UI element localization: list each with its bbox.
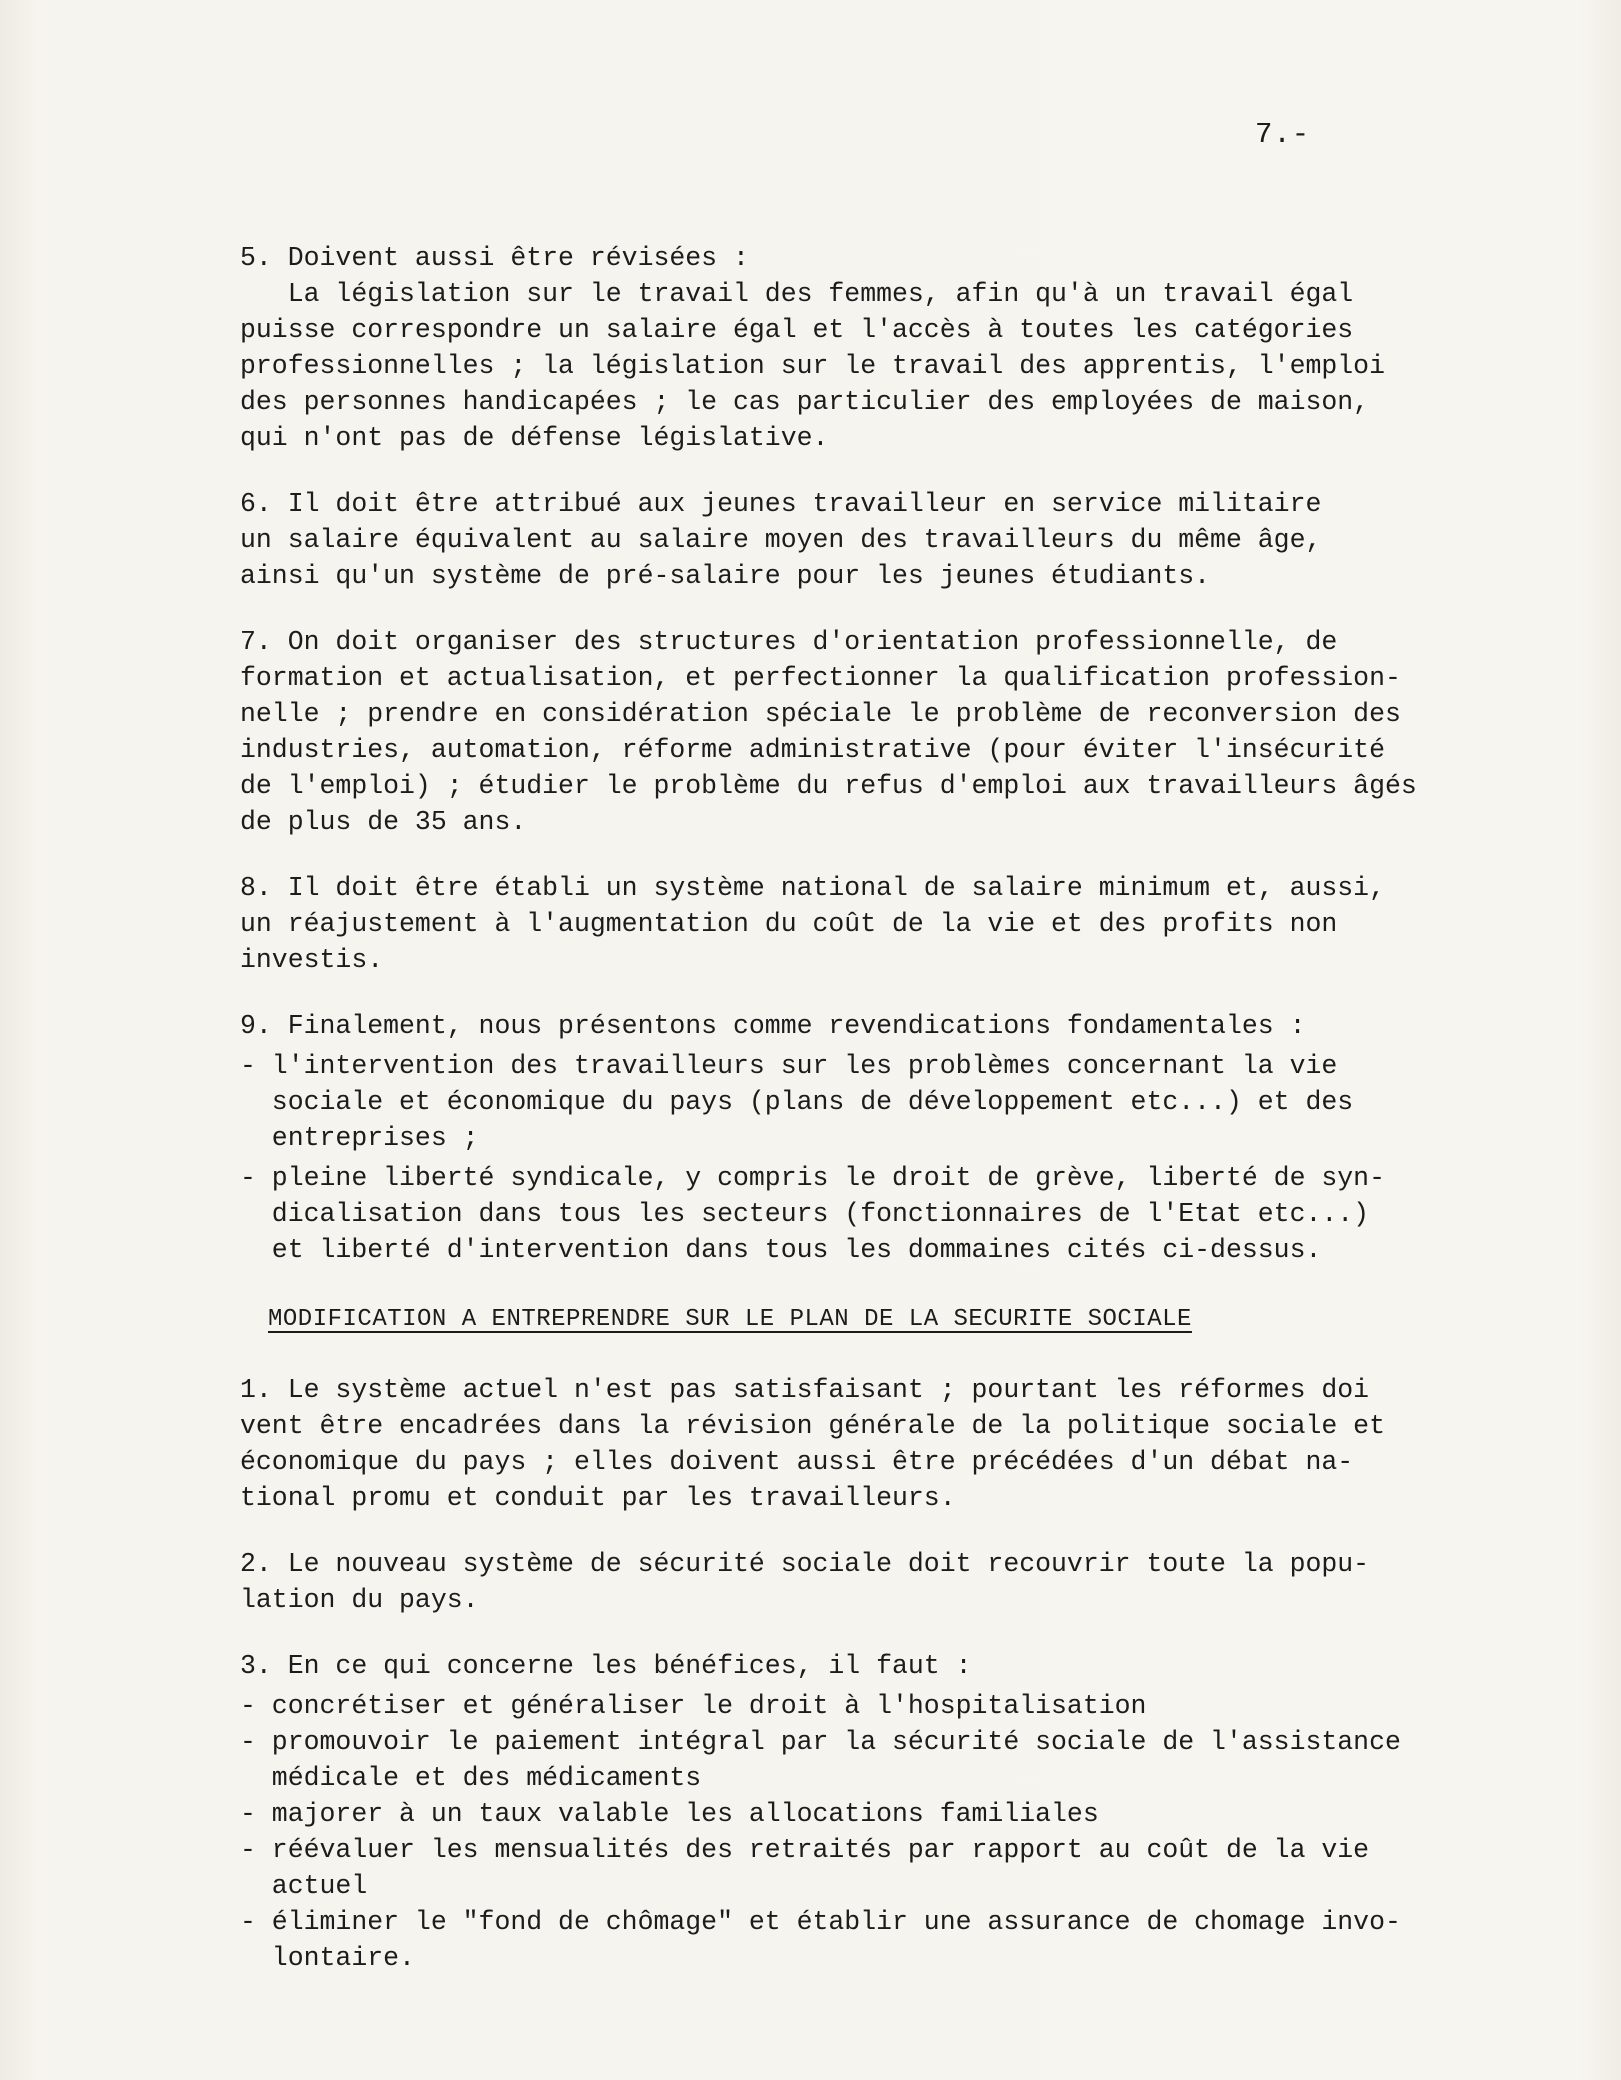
text-line: professionnelles ; la législation sur le travail des apprentis, l'emploi — [240, 351, 1385, 381]
text-line: puisse correspondre un salaire égal et l'accès à toutes les catégories — [240, 315, 1354, 345]
text-line: 1. Le système actuel n'est pas satisfaisant ; pourtant les réformes doi — [240, 1375, 1370, 1405]
list-item: - pleine liberté syndicale, y compris le droit de grève, liberté de syn- — [240, 1163, 1385, 1193]
text-line: de l'emploi) ; étudier le problème du refus d'emploi aux travailleurs âgés — [240, 771, 1417, 801]
social-security-point-1 — [240, 1372, 1450, 1516]
social-security-point-2 — [240, 1546, 1450, 1618]
list-item: - l'intervention des travailleurs sur les problèmes concernant la vie — [240, 1051, 1338, 1081]
paragraph-6 — [240, 486, 1450, 594]
text-line: de plus de 35 ans. — [240, 807, 527, 837]
list-item: - réévaluer les mensualités des retraités par rapport au coût de la vie — [240, 1835, 1370, 1865]
page-number: 7.- — [1255, 118, 1311, 151]
list-item-continuation: actuel — [240, 1871, 368, 1901]
list-item-continuation: et liberté d'intervention dans tous les dommaines cités ci-dessus. — [240, 1235, 1322, 1265]
list-item-continuation: dicalisation dans tous les secteurs (fonctionnaires de l'Etat etc...) — [240, 1199, 1370, 1229]
document-body — [240, 240, 1450, 2006]
text-line: formation et actualisation, et perfectionner la qualification profession- — [240, 663, 1401, 693]
paragraph-9 — [240, 1008, 1450, 1268]
text-line: 2. Le nouveau système de sécurité sociale doit recouvrir toute la popu- — [240, 1549, 1370, 1579]
text-line: un salaire équivalent au salaire moyen des travailleurs du même âge, — [240, 525, 1322, 555]
text-line: nelle ; prendre en considération spéciale le problème de reconversion des — [240, 699, 1401, 729]
text-line: 8. Il doit être établi un système national de salaire minimum et, aussi, — [240, 873, 1385, 903]
text-line: vent être encadrées dans la révision générale de la politique sociale et — [240, 1411, 1385, 1441]
list-item-continuation: entreprises ; — [240, 1123, 479, 1153]
text-line: qui n'ont pas de défense législative. — [240, 423, 829, 453]
list-item-continuation: médicale et des médicaments — [240, 1763, 702, 1793]
list-item: - éliminer le "fond de chômage" et établir une assurance de chomage invo- — [240, 1907, 1401, 1937]
text-line: des personnes handicapées ; le cas particulier des employées de maison, — [240, 387, 1370, 417]
text-line: industries, automation, réforme administrative (pour éviter l'insécurité — [240, 735, 1385, 765]
text-line: lation du pays. — [240, 1585, 479, 1615]
text-line: investis. — [240, 945, 384, 975]
list-item: - concrétiser et généraliser le droit à l'hospitalisation — [240, 1691, 1147, 1721]
text-line: 6. Il doit être attribué aux jeunes travailleur en service militaire — [240, 489, 1322, 519]
text-line: économique du pays ; elles doivent aussi être précédées d'un débat na- — [240, 1447, 1354, 1477]
paragraph-5 — [240, 240, 1450, 456]
social-security-point-3 — [240, 1648, 1450, 1976]
paragraph-8 — [240, 870, 1450, 978]
list-item: - promouvoir le paiement intégral par la sécurité sociale de l'assistance — [240, 1727, 1401, 1757]
section-heading: MODIFICATION A ENTREPRENDRE SUR LE PLAN DE LA SECURITE SOCIALE — [268, 1306, 1192, 1333]
list-item-continuation: lontaire. — [240, 1943, 415, 1973]
text-line: La législation sur le travail des femmes, afin qu'à un travail égal — [240, 279, 1354, 309]
paragraph-7 — [240, 624, 1450, 840]
text-line: 5. Doivent aussi être révisées : — [240, 243, 749, 273]
text-line: 7. On doit organiser des structures d'orientation professionnelle, de — [240, 627, 1338, 657]
text-line: 3. En ce qui concerne les bénéfices, il faut : — [240, 1651, 972, 1681]
text-line: ainsi qu'un système de pré-salaire pour les jeunes étudiants. — [240, 561, 1211, 591]
text-line: tional promu et conduit par les travailleurs. — [240, 1483, 956, 1513]
text-line: un réajustement à l'augmentation du coût de la vie et des profits non — [240, 909, 1338, 939]
text-line: 9. Finalement, nous présentons comme revendications fondamentales : — [240, 1011, 1306, 1041]
list-item: - majorer à un taux valable les allocations familiales — [240, 1799, 1099, 1829]
list-item-continuation: sociale et économique du pays (plans de développement etc...) et des — [240, 1087, 1354, 1117]
